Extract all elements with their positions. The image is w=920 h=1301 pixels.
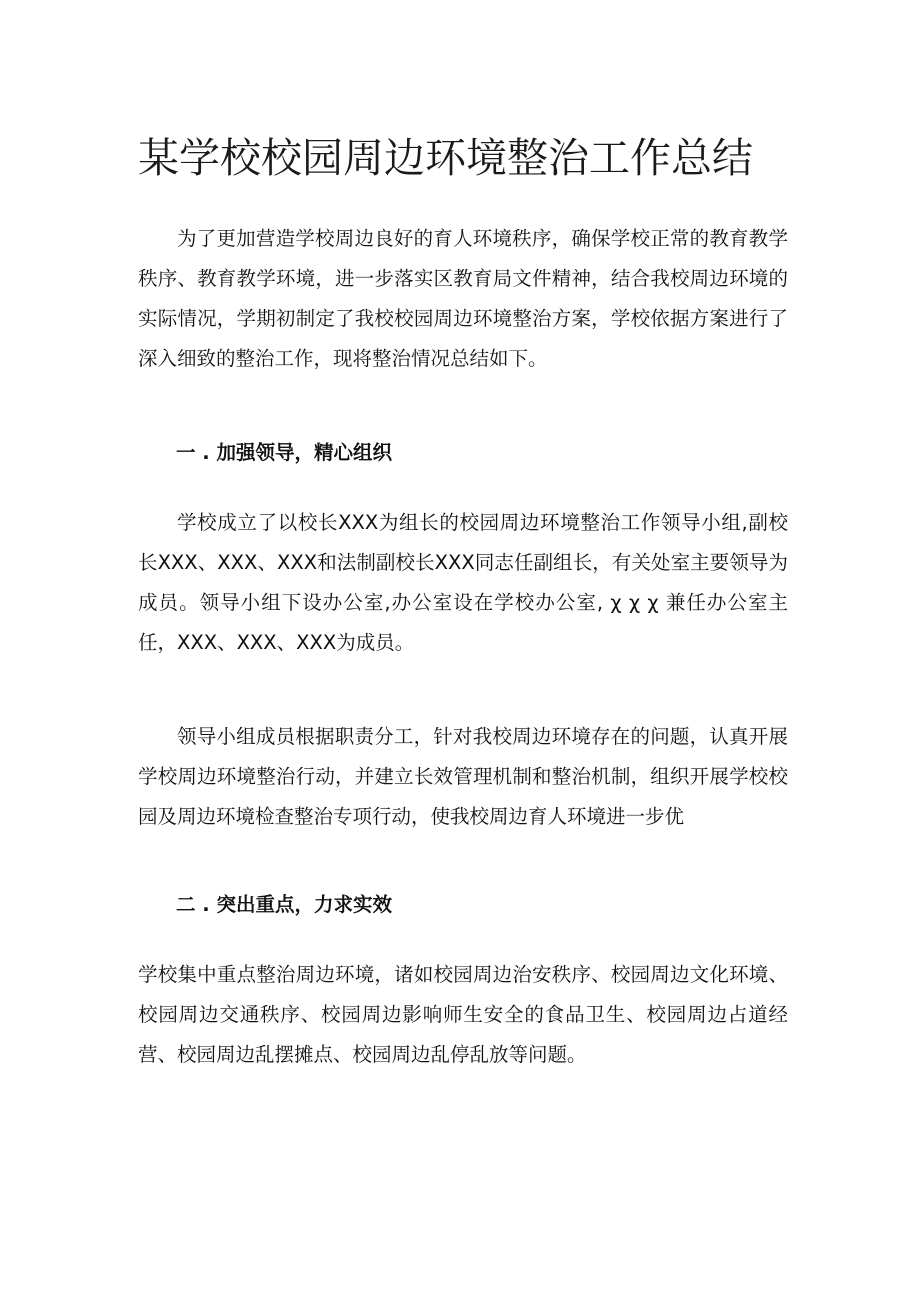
section-heading-2: 二 . 突出重点，力求实效 [176,893,392,916]
section2-paragraph-a: 学校集中重点整治周边环境，诸如校园周边治安秩序、校园周边文化环境、校园周边交通秩序、校园周边影响师生安全的食品卫生、校园周边占道经营、校园周边乱摆摊点、校园周边乱停乱放等问题。 [138,963,788,1066]
document-title: 某学校校园周边环境整治工作总结 [138,134,753,182]
section-heading-1: 一 . 加强领导，精心组织 [176,441,392,464]
section1-paragraph-b: 领导小组成员根据职责分工，针对我校周边环境存在的问题，认真开展学校周边环境整治行动，并建立长效管理机制和整治机制，组织开展学校校园及周边环境检查整治专项行动，使我校周边育人环境进一步优 [138,725,788,828]
intro-paragraph: 为了更加营造学校周边良好的育人环境秩序，确保学校正常的教育教学秩序、教育教学环境，进一步落实区教育局文件精神，结合我校周边环境的实际情况，学期初制定了我校校园周边环境整治方案，学校依据方案进行了深入细致的整治工作，现将整治情况总结如下。 [138,227,788,370]
section1-paragraph-a: 学校成立了以校长XXX为组长的校园周边环境整治工作领导小组,副校长XXX、XXX、XXX和法制副校长XXX同志任副组长，有关处室主要领导为成员。领导小组下设办公室,办公室设在学校办公室, χ χ χ 兼任办公室主任，XXX、XXX、XXX为成员。 [138,511,788,654]
